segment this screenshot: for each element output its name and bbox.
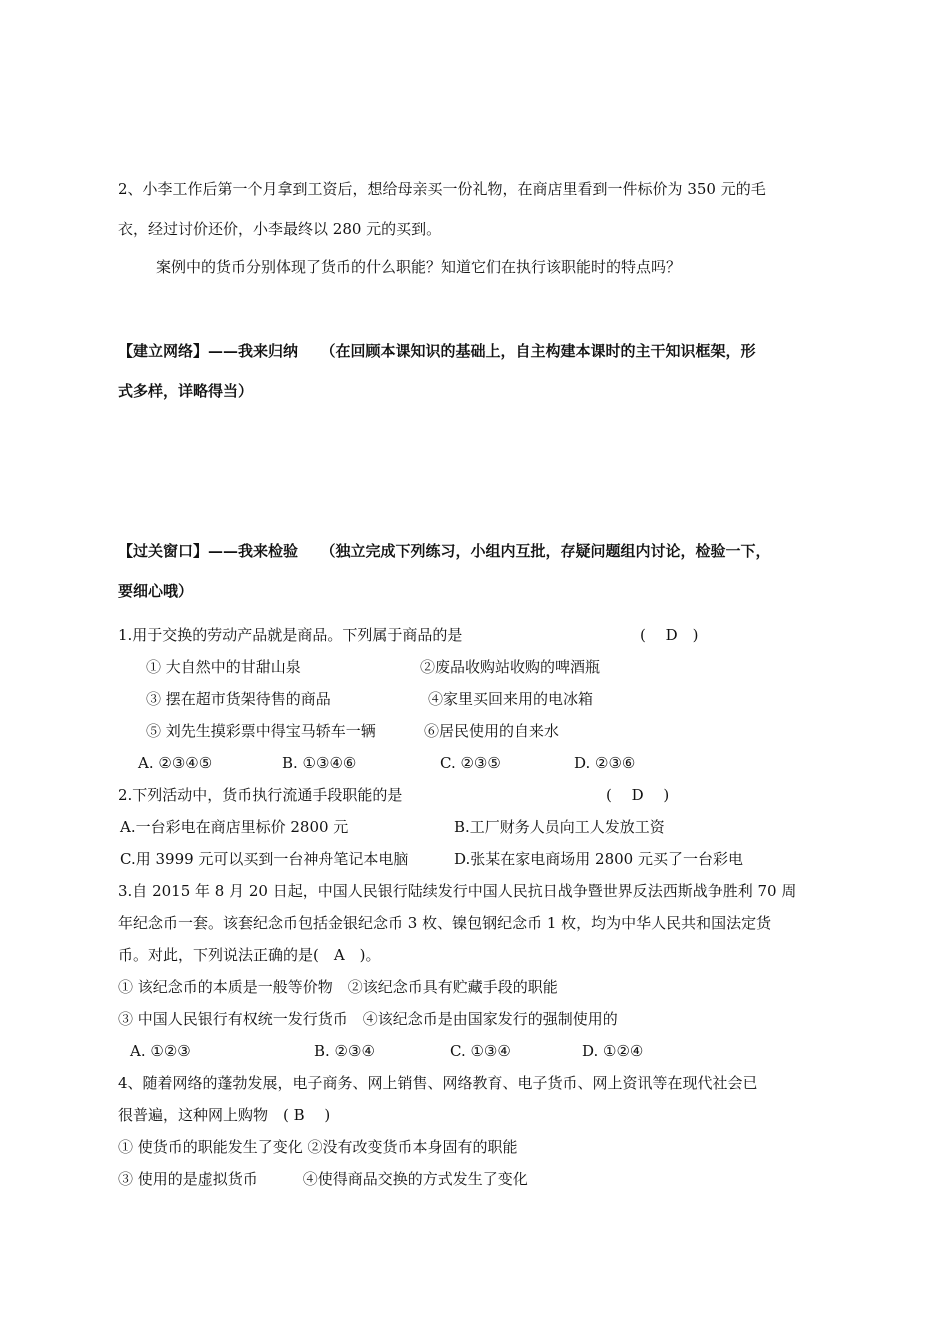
q1-option-5: ⑤ 刘先生摸彩票中得宝马轿车一辆 [146, 722, 376, 740]
q1-choice-c: C. ②③⑤ [440, 754, 501, 772]
q3-choice-a: A. ①②③ [130, 1042, 191, 1060]
network-heading-line2: 式多样，详略得当） [118, 382, 254, 400]
network-heading-line1: 【建立网络】——我来归纳 （在回顾本课知识的基础上，自主构建本课时的主干知识框架，形 [118, 342, 756, 360]
q3-line3: 币。对此，下列说法正确的是( A )。 [118, 946, 381, 964]
q3-choice-d: D. ①②④ [582, 1042, 644, 1060]
q1-answer: ( D ) [640, 626, 699, 644]
case-q2-line2: 衣，经过讨价还价，小李最终以 280 元的买到。 [118, 220, 442, 238]
q4-line1: 4、随着网络的蓬勃发展，电子商务、网上销售、网络教育、电子货币、网上资讯等在现代社会已 [118, 1074, 758, 1092]
q2-choice-d: D.张某在家电商场用 2800 元买了一台彩电 [454, 850, 743, 868]
q2-stem: 2.下列活动中，货币执行流通手段职能的是 [118, 786, 403, 804]
q3-line1: 3.自 2015 年 8 月 20 日起，中国人民银行陆续发行中国人民抗日战争暨世界反法西斯战争胜利 70 周 [118, 882, 797, 900]
q2-choice-b: B.工厂财务人员向工人发放工资 [454, 818, 665, 836]
q2-choice-c: C.用 3999 元可以买到一台神舟笔记本电脑 [120, 850, 409, 868]
q3-option-line1: ① 该纪念币的本质是一般等价物 ②该纪念币具有贮藏手段的职能 [118, 978, 558, 996]
q2-choice-a: A.一台彩电在商店里标价 2800 元 [120, 818, 349, 836]
case-question: 案例中的货币分别体现了货币的什么职能？知道它们在执行该职能时的特点吗？ [156, 258, 682, 276]
q1-option-3: ③ 摆在超市货架待售的商品 [146, 690, 331, 708]
q3-line2: 年纪念币一套。该套纪念币包括金银纪念币 3 枚、镍包钢纪念币 1 枚，均为中华人民共和国法定货 [118, 914, 772, 932]
q1-choice-d: D. ②③⑥ [574, 754, 636, 772]
q3-choice-c: C. ①③④ [450, 1042, 511, 1060]
q1-option-6: ⑥居民使用的自来水 [424, 722, 560, 740]
q1-option-2: ②废品收购站收购的啤酒瓶 [420, 658, 601, 676]
q1-option-1: ① 大自然中的甘甜山泉 [146, 658, 301, 676]
q1-choice-b: B. ①③④⑥ [282, 754, 357, 772]
case-q2-line1: 2、小李工作后第一个月拿到工资后，想给母亲买一份礼物，在商店里看到一件标价为 350 元的毛 [118, 180, 766, 198]
window-heading-line1: 【过关窗口】——我来检验 （独立完成下列练习，小组内互批，存疑问题组内讨论，检验一下， [118, 542, 771, 560]
q3-option-line2: ③ 中国人民银行有权统一发行货币 ④该纪念币是由国家发行的强制使用的 [118, 1010, 618, 1028]
q4-option-line2: ③ 使用的是虚拟货币 ④使得商品交换的方式发生了变化 [118, 1170, 528, 1188]
q4-option-line1: ① 使货币的职能发生了变化 ②没有改变货币本身固有的职能 [118, 1138, 518, 1156]
q4-line2: 很普遍，这种网上购物 ( B ) [118, 1106, 331, 1124]
window-heading-line2: 要细心哦） [118, 582, 194, 600]
q1-stem: 1.用于交换的劳动产品就是商品。下列属于商品的是 [118, 626, 463, 644]
q3-choice-b: B. ②③④ [314, 1042, 375, 1060]
q1-choice-a: A. ②③④⑤ [138, 754, 213, 772]
q1-option-4: ④家里买回来用的电冰箱 [428, 690, 594, 708]
q2-answer: ( D ) [606, 786, 670, 804]
